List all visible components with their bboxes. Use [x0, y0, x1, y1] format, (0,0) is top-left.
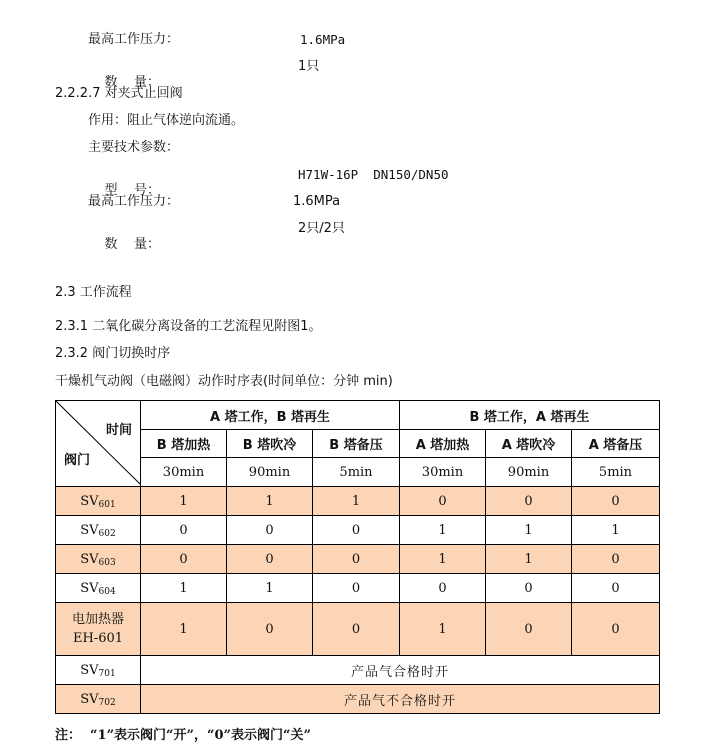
valve-id-sub: 702: [98, 697, 116, 708]
section-23-heading: 2.3 工作流程: [55, 285, 132, 300]
valve-id-cell: [56, 516, 141, 545]
heater-name: 电加热器: [71, 612, 124, 627]
table-row: [56, 685, 660, 714]
step-header: B 塔加热: [141, 430, 227, 458]
step-header: A 塔备压: [572, 430, 660, 458]
valve-id-sub: 601: [98, 499, 116, 510]
state-cell: 1: [141, 574, 227, 603]
duration-cell: 90min: [486, 458, 572, 487]
state-cell: 0: [227, 603, 313, 656]
quantity-label-2: 数 量：: [104, 237, 161, 252]
valve-id-cell: [56, 574, 141, 603]
valve-id-sub: 604: [98, 586, 116, 597]
section-231-text: 2.3.1 二氧化碳分离设备的工艺流程见附图1。: [55, 319, 322, 334]
sv701-condition: 产品气合格时开: [141, 656, 660, 685]
duration-cell: 30min: [141, 458, 227, 487]
state-cell: 1: [400, 545, 486, 574]
step-header: B 塔备压: [313, 430, 400, 458]
state-cell: 0: [486, 603, 572, 656]
state-cell: 0: [313, 603, 400, 656]
valve-id-cell: [56, 545, 141, 574]
model-value: H71W-16P DN150/DN50: [298, 167, 449, 182]
max-pressure-label-2: 最高工作压力：: [88, 194, 180, 209]
state-cell: 0: [400, 487, 486, 516]
duration-cell: 30min: [400, 458, 486, 487]
corner-time-label: 时间: [105, 423, 132, 438]
state-cell: 0: [572, 574, 660, 603]
valve-id-main: SV: [80, 551, 99, 567]
tech-params-heading: 主要技术参数：: [88, 140, 180, 155]
state-cell: 0: [572, 603, 660, 656]
state-cell: 1: [227, 487, 313, 516]
state-cell: 1: [400, 603, 486, 656]
state-cell: 0: [141, 516, 227, 545]
table-note: 注： “1”表示阀门“开”，“0”表示阀门“关”: [55, 728, 311, 743]
state-cell: 0: [141, 545, 227, 574]
valve-id-main: SV: [80, 691, 99, 707]
step-header: A 塔吹冷: [486, 430, 572, 458]
state-cell: 1: [141, 603, 227, 656]
state-cell: 0: [572, 545, 660, 574]
valve-id-cell: [56, 685, 141, 714]
valve-id-sub: 603: [98, 557, 116, 568]
state-cell: 0: [313, 574, 400, 603]
quantity-row-2: [88, 221, 345, 285]
state-cell: 1: [141, 487, 227, 516]
quantity-value-1: 1只: [298, 59, 320, 74]
valve-id-cell: [56, 656, 141, 685]
duration-cell: 5min: [313, 458, 400, 487]
table-row: [56, 487, 660, 516]
state-cell: 0: [313, 545, 400, 574]
function-text: 作用：阻止气体逆向流通。: [88, 113, 245, 128]
state-cell: 0: [400, 574, 486, 603]
state-cell: 0: [486, 574, 572, 603]
corner-valve-label: 阀门: [64, 453, 91, 468]
heater-id-cell: [56, 603, 141, 656]
state-cell: 1: [400, 516, 486, 545]
group-b-header: B 塔工作，A 塔再生: [400, 401, 660, 430]
model-label: 型 号：: [104, 183, 161, 198]
valve-id-main: SV: [80, 662, 99, 678]
duration-cell: 5min: [572, 458, 660, 487]
max-pressure-value-1: 1.6MPa: [300, 32, 346, 47]
table-caption: 干燥机气动阀（电磁阀）动作时序表(时间单位：分钟 min): [55, 374, 393, 389]
state-cell: 0: [313, 516, 400, 545]
state-cell: 1: [227, 574, 313, 603]
max-pressure-row-2: [88, 194, 341, 210]
valve-id-main: SV: [80, 522, 99, 538]
max-pressure-label-1: 最高工作压力：: [88, 32, 180, 47]
section-232-heading: 2.3.2 阀门切换时序: [55, 346, 171, 361]
group-a-header: A 塔工作，B 塔再生: [141, 401, 400, 430]
valve-id-main: SV: [80, 580, 99, 596]
step-header: B 塔吹冷: [227, 430, 313, 458]
state-cell: 1: [313, 487, 400, 516]
state-cell: 1: [572, 516, 660, 545]
state-cell: 0: [227, 545, 313, 574]
table-row: [56, 574, 660, 603]
max-pressure-row-1: [88, 32, 346, 48]
state-cell: 1: [486, 516, 572, 545]
state-cell: 0: [227, 516, 313, 545]
table-row: [56, 656, 660, 685]
state-cell: 0: [486, 487, 572, 516]
corner-diagonal: [56, 401, 141, 485]
max-pressure-value-2: 1.6MPa: [293, 194, 341, 209]
header-corner-cell: [56, 401, 141, 487]
valve-id-cell: [56, 487, 141, 516]
table-row: [56, 516, 660, 545]
table-row: [56, 603, 660, 656]
quantity-value-2: 2只/2只: [298, 221, 345, 236]
section-2227-heading: 2.2.2.7 对夹式止回阀: [55, 86, 183, 101]
valve-id-sub: 701: [98, 668, 116, 679]
table-row: [56, 545, 660, 574]
valve-timing-table: [55, 400, 660, 714]
valve-id-main: SV: [80, 493, 99, 509]
heater-code: EH-601: [72, 631, 124, 646]
quantity-label-1: 数 量：: [104, 75, 161, 90]
step-header: A 塔加热: [400, 430, 486, 458]
state-cell: 0: [572, 487, 660, 516]
sv702-condition: 产品气不合格时开: [141, 685, 660, 714]
duration-cell: 90min: [227, 458, 313, 487]
valve-id-sub: 602: [98, 528, 116, 539]
state-cell: 1: [486, 545, 572, 574]
